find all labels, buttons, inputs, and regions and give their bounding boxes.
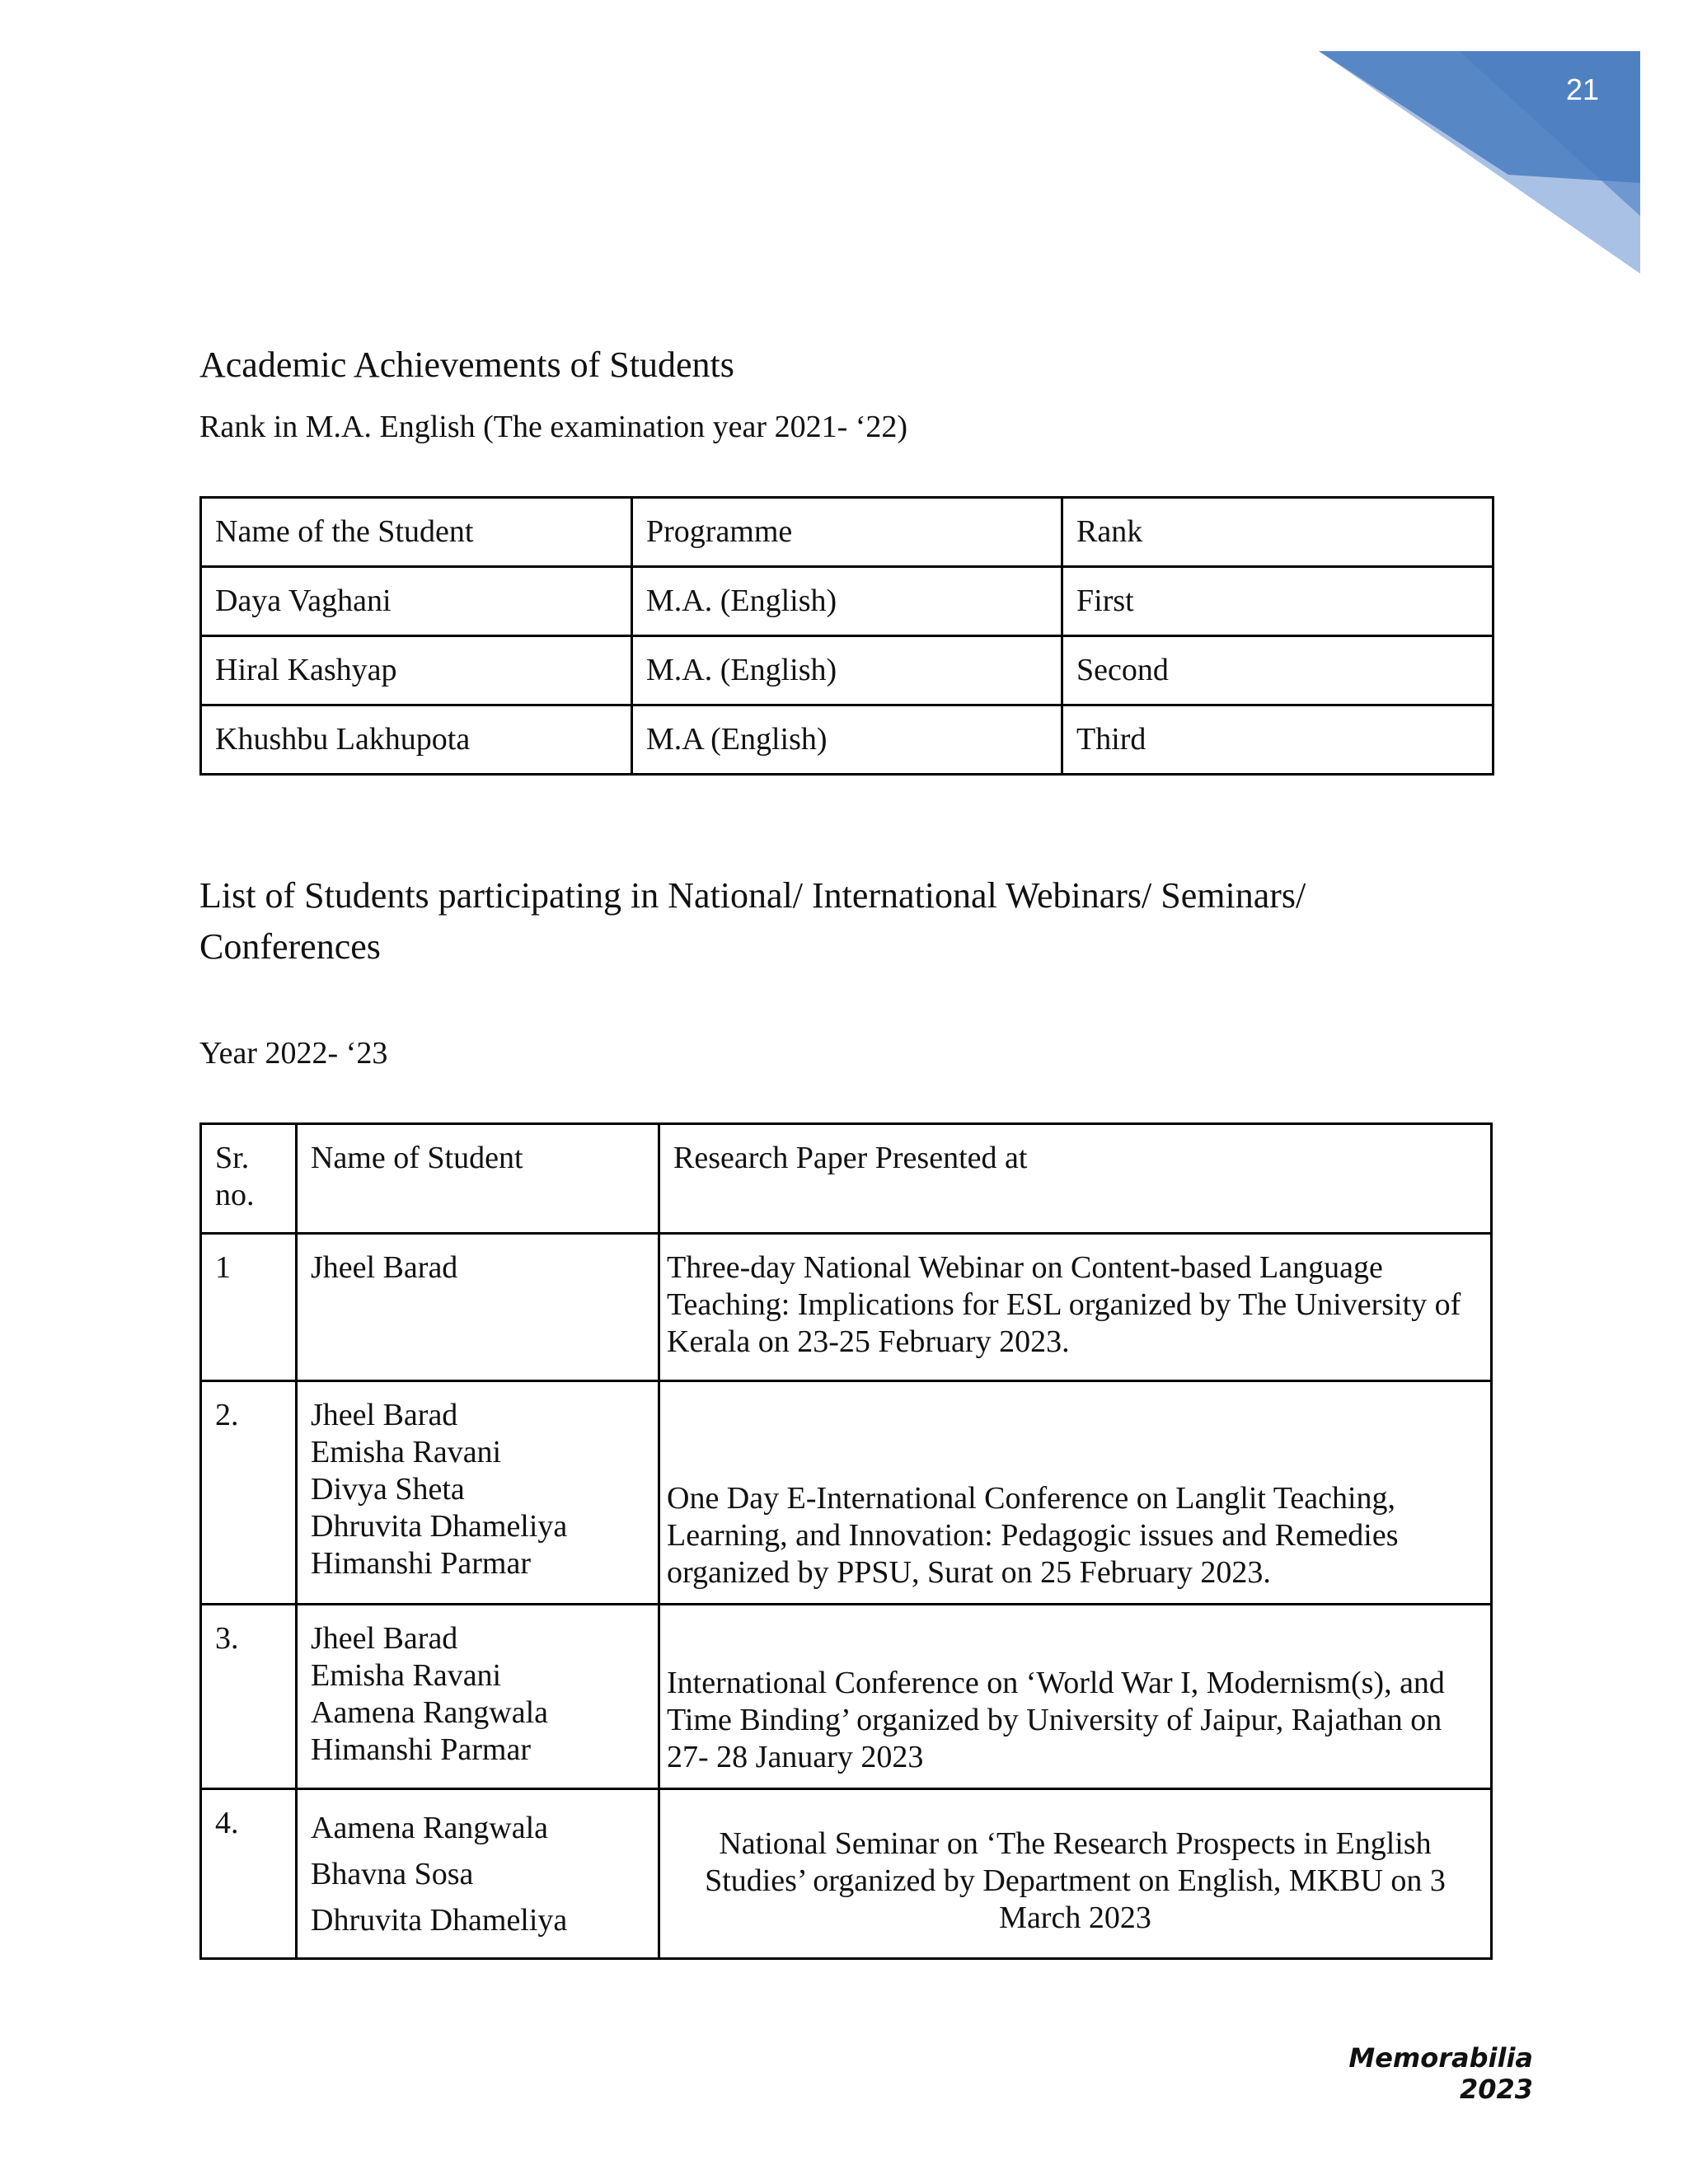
student-name: Jheel Barad: [311, 1250, 458, 1285]
header-cell: Name of the Student: [201, 498, 632, 567]
serial-cell: 4.: [201, 1789, 297, 1959]
table-row: [201, 636, 1493, 705]
header-cell: Sr. no.: [201, 1124, 297, 1234]
student-name: Jheel Barad: [311, 1621, 458, 1656]
student-name: Emisha Ravani: [311, 1435, 502, 1469]
student-name-cell: Daya Vaghani: [201, 567, 632, 636]
programme-cell: M.A (English): [632, 705, 1062, 775]
serial-cell: 3.: [201, 1605, 297, 1789]
header-cell: Rank: [1062, 498, 1493, 567]
student-name: Dhruvita Dhameliya: [311, 1903, 568, 1938]
event-cell: Three-day National Webinar on Content-based Language Teaching: Implications for ESL organized by The University of Kerala on 23-25 February 2023.: [659, 1234, 1492, 1381]
header-cell: Research Paper Presented at: [659, 1124, 1492, 1234]
table-row: [201, 705, 1493, 775]
table-row: [201, 567, 1493, 636]
section-title-line: Conferences: [199, 926, 381, 967]
footer-title: Memorabilia 2023: [1348, 2042, 1533, 2105]
table-row: [201, 1789, 1492, 1959]
student-name: Emisha Ravani: [311, 1658, 502, 1693]
corner-triangle-dark: [1319, 51, 1640, 183]
section-subtitle-rank: Rank in M.A. English (The examination year 2021- ‘22): [199, 410, 908, 444]
table-row: [201, 1605, 1492, 1789]
conference-table: [199, 1122, 1493, 1960]
student-name: Himanshi Parmar: [311, 1546, 532, 1581]
table-header-row: [201, 498, 1493, 567]
event-cell: National Seminar on ‘The Research Prospects in English Studies’ organized by Department on English, MKBU on 3 March 2023: [659, 1789, 1492, 1959]
student-name: Bhavna Sosa: [311, 1857, 474, 1891]
student-name: Dhruvita Dhameliya: [311, 1509, 568, 1544]
student-names-cell: [297, 1234, 659, 1381]
serial-cell: 1: [201, 1234, 297, 1381]
section-title-participation: [199, 870, 1306, 972]
event-cell: One Day E-International Conference on Langlit Teaching, Learning, and Innovation: Pedagogic issues and Remedies organized by PPSU, Surat on 25 February 2023.: [659, 1381, 1492, 1605]
student-name: Jheel Barad: [311, 1398, 458, 1432]
rank-cell: Second: [1062, 636, 1493, 705]
student-name: Divya Sheta: [311, 1472, 465, 1507]
student-name: Himanshi Parmar: [311, 1732, 532, 1767]
header-cell: Programme: [632, 498, 1062, 567]
header-cell: Name of Student: [297, 1124, 659, 1234]
table-row: [201, 1234, 1492, 1381]
event-cell: International Conference on ‘World War I, Modernism(s), and Time Binding’ organized by University of Jaipur, Rajathan on 27- 28 January 2023: [659, 1605, 1492, 1789]
student-name: Aamena Rangwala: [311, 1811, 549, 1845]
serial-cell: 2.: [201, 1381, 297, 1605]
page-number: 21: [1565, 73, 1600, 106]
table-row: [201, 1381, 1492, 1605]
student-names-cell: [297, 1381, 659, 1605]
rank-cell: First: [1062, 567, 1493, 636]
programme-cell: M.A. (English): [632, 636, 1062, 705]
student-name-cell: Khushbu Lakhupota: [201, 705, 632, 775]
programme-cell: M.A. (English): [632, 567, 1062, 636]
section-year: Year 2022- ‘23: [199, 1036, 388, 1071]
student-names-cell: [297, 1789, 659, 1959]
table-header-row: [201, 1124, 1492, 1234]
rank-table: [199, 496, 1494, 776]
student-name-cell: Hiral Kashyap: [201, 636, 632, 705]
section-title-line: List of Students participating in National/ International Webinars/ Seminars/: [199, 875, 1306, 916]
student-names-cell: [297, 1605, 659, 1789]
rank-cell: Third: [1062, 705, 1493, 775]
student-name: Aamena Rangwala: [311, 1695, 549, 1730]
section-title-achievements: Academic Achievements of Students: [199, 344, 734, 385]
